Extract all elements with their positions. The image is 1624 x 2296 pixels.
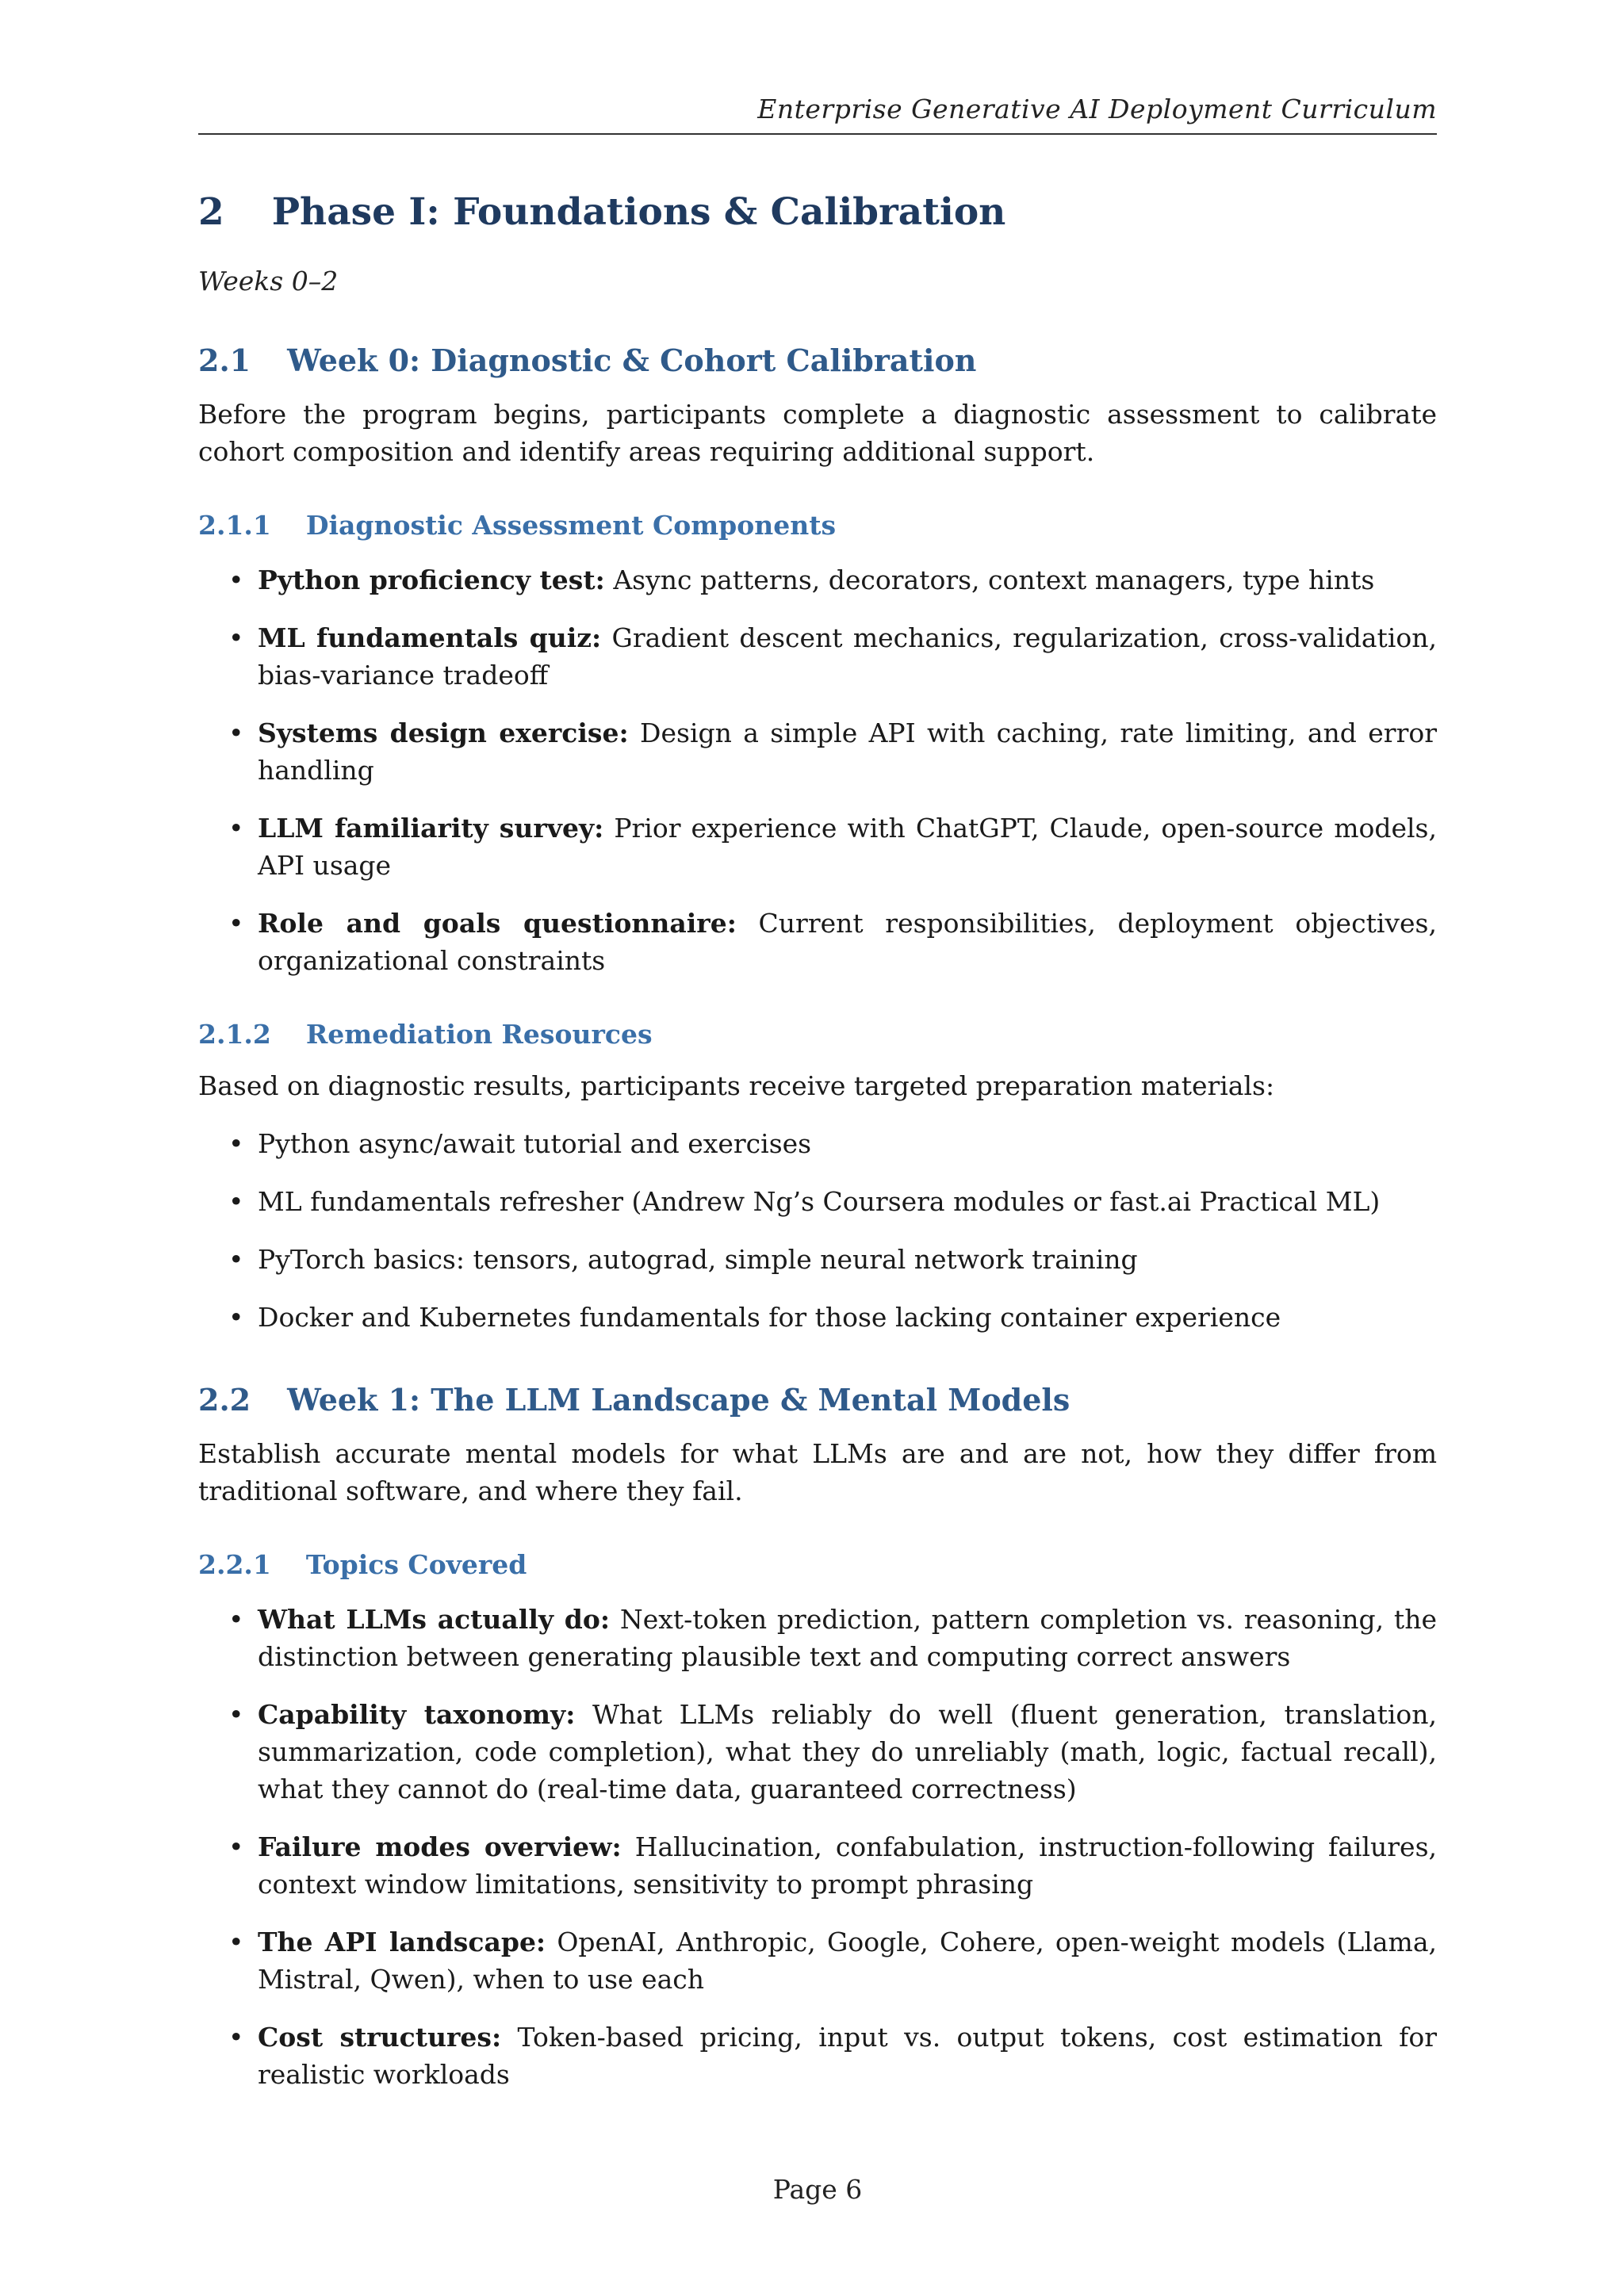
subsection-title: Week 1: The LLM Landscape & Mental Models <box>287 1382 1071 1418</box>
subsubsection-title: Diagnostic Assessment Components <box>305 510 837 541</box>
header-rule <box>198 133 1437 135</box>
list-item-text: PyTorch basics: tensors, autograd, simple neural network training <box>258 1244 1138 1275</box>
list-item <box>198 1299 1437 1336</box>
list-item <box>198 1923 1437 1998</box>
bullet-icon: • <box>228 813 244 844</box>
subsection-heading <box>198 1382 1437 1418</box>
bullet-icon: • <box>228 718 244 748</box>
list-item-text: Docker and Kubernetes fundamentals for those lacking container experience <box>258 1302 1281 1333</box>
list-item-text: Async patterns, decorators, context managers, type hints <box>613 564 1375 595</box>
bullet-icon: • <box>228 1831 244 1862</box>
list-item <box>198 619 1437 694</box>
section-title: Phase I: Foundations & Calibration <box>271 190 1006 234</box>
subsection-title: Week 0: Diagnostic & Cohort Calibration <box>287 342 977 378</box>
paragraph: Before the program begins, participants complete a diagnostic assessment to calibrate cohort composition and identify areas requiring additional support. <box>198 399 1437 467</box>
list-item-text: Python async/await tutorial and exercises <box>258 1128 812 1159</box>
bullet-icon: • <box>228 1244 244 1275</box>
list-item-text: Token-based pricing, input vs. output tokens, cost estimation for realistic workloads <box>258 2022 1437 2090</box>
subsection-number: 2.2 <box>198 1382 251 1418</box>
page-content <box>198 190 1437 2093</box>
list-item <box>198 905 1437 979</box>
list-item-term: What LLMs actually do: <box>258 1604 611 1635</box>
subsubsection-number: 2.2.1 <box>198 1549 271 1580</box>
list-item-term: Systems design exercise: <box>258 718 629 748</box>
list-item <box>198 1183 1437 1220</box>
subsection-number: 2.1 <box>198 342 251 378</box>
bullet-icon: • <box>228 1186 244 1217</box>
section-number: 2 <box>198 190 224 234</box>
paragraph: Establish accurate mental models for what LLMs are and are not, how they differ from traditional software, and where they fail. <box>198 1438 1437 1506</box>
paragraph: Based on diagnostic results, participants receive targeted preparation materials: <box>198 1070 1275 1101</box>
bullet-icon: • <box>228 1699 244 1730</box>
bullet-list <box>198 1601 1437 2093</box>
bullet-icon: • <box>228 2022 244 2053</box>
subsection-heading <box>198 342 1437 378</box>
list-item-text: Gradient descent mechanics, regularization, cross-validation, bias-variance tradeoff <box>258 622 1437 691</box>
subsubsection-title: Topics Covered <box>305 1549 527 1580</box>
list-item <box>198 2019 1437 2093</box>
list-item-term: Capability taxonomy: <box>258 1699 576 1730</box>
bullet-icon: • <box>228 1927 244 1957</box>
list-item-term: Python proficiency test: <box>258 564 605 595</box>
running-header: Enterprise Generative AI Deployment Curriculum <box>757 94 1437 124</box>
bullet-icon: • <box>228 1128 244 1159</box>
list-item <box>198 1125 1437 1162</box>
bullet-list <box>198 1125 1437 1336</box>
list-item <box>198 561 1437 599</box>
list-item <box>198 1696 1437 1808</box>
list-item-text: Current responsibilities, deployment objectives, organizational constraints <box>258 908 1437 976</box>
list-item-term: ML fundamentals quiz: <box>258 622 602 653</box>
bullet-icon: • <box>228 622 244 653</box>
list-item-term: LLM familiarity survey: <box>258 813 604 844</box>
list-item-text: What LLMs reliably do well (fluent generation, translation, summarization, code completion), what they do unreliably (math, logic, factual recall), what they cannot do (real-time data, guaranteed correctness) <box>258 1699 1438 1804</box>
list-item <box>198 714 1437 789</box>
list-item-text: Hallucination, confabulation, instruction-following failures, context window limitations, sensitivity to prompt phrasing <box>258 1831 1438 1900</box>
section-weeks: Weeks 0–2 <box>198 266 339 297</box>
bullet-icon: • <box>228 1604 244 1635</box>
list-item-text: Next-token prediction, pattern completion vs. reasoning, the distinction between generating plausible text and computing correct answers <box>258 1604 1437 1672</box>
bullet-icon: • <box>228 908 244 939</box>
bullet-list <box>198 561 1437 979</box>
list-item-term: Role and goals questionnaire: <box>258 908 737 939</box>
subsubsection-title: Remediation Resources <box>305 1019 653 1050</box>
bullet-icon: • <box>228 1302 244 1333</box>
list-item-text: Prior experience with ChatGPT, Claude, open-source models, API usage <box>258 813 1437 881</box>
list-item <box>198 1241 1437 1278</box>
list-item <box>198 1828 1437 1903</box>
list-item-term: Failure modes overview: <box>258 1831 622 1862</box>
list-item <box>198 809 1437 884</box>
section-heading <box>198 190 1437 234</box>
list-item-term: Cost structures: <box>258 2022 502 2053</box>
subsubsection-heading <box>198 510 1437 541</box>
subsubsection-number: 2.1.1 <box>198 510 271 541</box>
list-item-text: ML fundamentals refresher (Andrew Ng’s Coursera modules or fast.ai Practical ML) <box>258 1186 1381 1217</box>
subsubsection-heading <box>198 1019 1437 1050</box>
list-item <box>198 1601 1437 1675</box>
subsubsection-heading <box>198 1549 1437 1580</box>
subsubsection-number: 2.1.2 <box>198 1019 271 1050</box>
list-item-text: OpenAI, Anthropic, Google, Cohere, open-weight models (Llama, Mistral, Qwen), when to use each <box>258 1927 1437 1995</box>
list-item-text: Design a simple API with caching, rate limiting, and error handling <box>258 718 1437 786</box>
bullet-icon: • <box>228 564 244 595</box>
list-item-term: The API landscape: <box>258 1927 546 1957</box>
page-number: Page 6 <box>772 2174 863 2205</box>
